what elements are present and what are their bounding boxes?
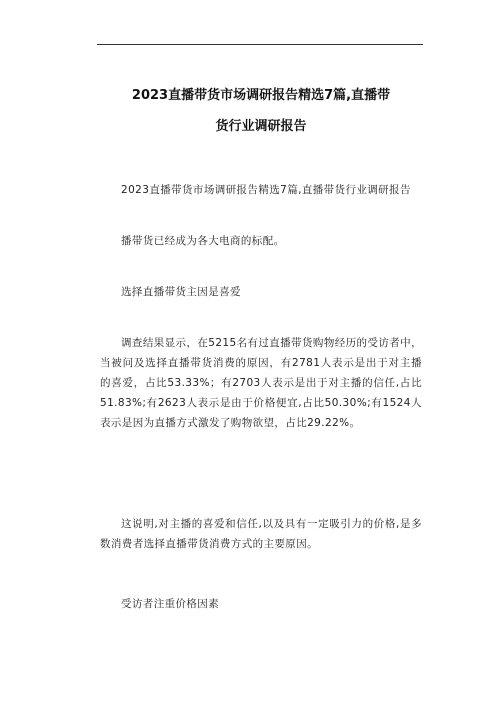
paragraph-intro: 2023直播带货市场调研报告精选7篇,直播带货行业调研报告 [121, 184, 411, 196]
document-title-line-2: 货行业调研报告 [215, 119, 307, 134]
paragraph-survey-results: 调查结果显示，在5215名有过直播带货购物经历的受访者中，当被问及选择直播带货消费的原因，有2781人表示是出于对主播的喜爱，占比53.33%；有2703人表示是出于对主播的信任,占比51.83%;有2623人表示是由于价格便宜,占比50.30%;有1524人表示是因为直播方式激发了购物欲望，占比29.22%。 [100, 337, 422, 429]
paragraph-conclusion: 这说明,对主播的喜爱和信任,以及具有一定吸引力的价格,是多数消费者选择直播带货消费方式的主要原因。 [100, 518, 422, 550]
header-rule [97, 44, 423, 45]
section-heading-reason: 选择直播带货主因是喜爱 [121, 286, 241, 298]
section-heading-price: 受访者注重价格因素 [121, 598, 220, 610]
document-title-line-1: 2023直播带货市场调研报告精选7篇,直播带 [131, 88, 391, 103]
paragraph-standard: 播带货已经成为各大电商的标配。 [121, 235, 285, 247]
